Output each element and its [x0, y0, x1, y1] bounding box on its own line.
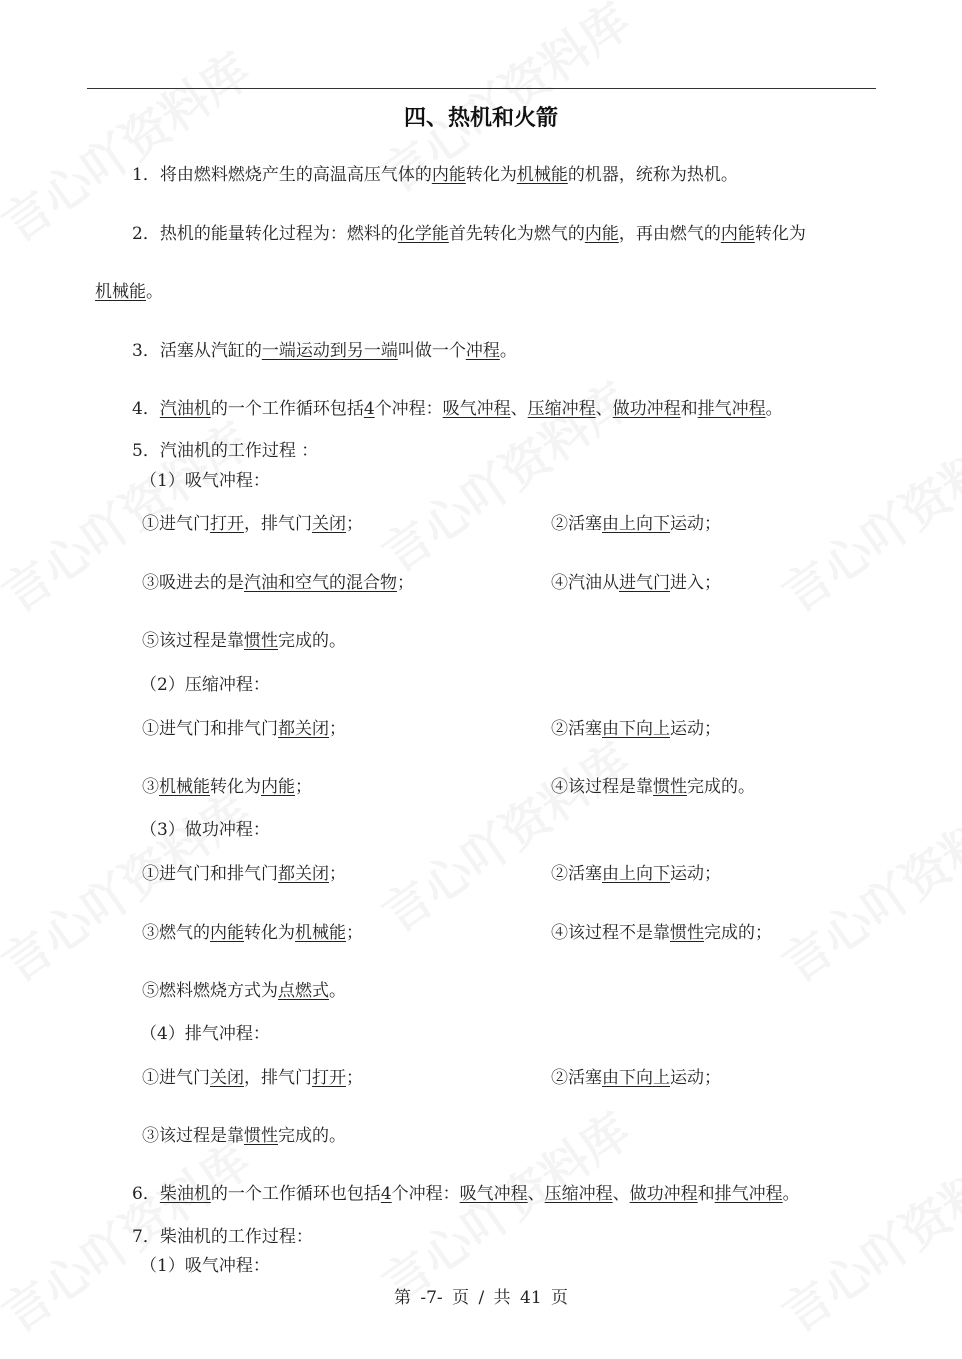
section-title: 四、热机和火箭 [403, 106, 558, 131]
subsection-heading: （2）压缩冲程： [140, 675, 270, 695]
subsection-heading: （4）排气冲程： [140, 1024, 270, 1044]
list-item: ②活塞由下向上运动； [551, 719, 721, 739]
subsection-heading: （1）吸气冲程： [140, 1256, 270, 1276]
list-item: ④汽油从进气门进入； [551, 573, 721, 593]
subsection-heading: （3）做功冲程： [140, 820, 270, 840]
paragraph-1: 1．将由燃料燃烧产生的高温高压气体的内能转化为机械能的机器，统称为热机。 [132, 165, 738, 185]
watermark [366, 724, 642, 946]
paragraph-2: 2．热机的能量转化过程为：燃料的化学能首先转化为燃气的内能，再由燃气的内能转化为 [132, 224, 806, 244]
list-item: ⑤燃料燃烧方式为点燃式。 [142, 981, 346, 1001]
list-item: ①进气门打开，排气门关闭； [142, 514, 363, 534]
watermark [766, 1124, 962, 1346]
paragraph-4: 4．汽油机的一个工作循环包括4个冲程：吸气冲程、压缩冲程、做功冲程和排气冲程。 [132, 399, 783, 419]
paragraph-6: 6．柴油机的一个工作循环也包括4个冲程：吸气冲程、压缩冲程、做功冲程和排气冲程。 [132, 1184, 800, 1204]
list-item: ④该过程不是靠惯性完成的； [551, 923, 772, 943]
list-item: ②活塞由下向上运动； [551, 1068, 721, 1088]
list-item: ②活塞由上向下运动； [551, 864, 721, 884]
paragraph-2-continued: 机械能。 [95, 282, 163, 302]
paragraph-3: 3．活塞从汽缸的一端运动到另一端叫做一个冲程。 [132, 341, 517, 361]
list-item: ④该过程是靠惯性完成的。 [551, 777, 755, 797]
watermark [766, 774, 962, 996]
list-item: ②活塞由上向下运动； [551, 514, 721, 534]
subsection-heading: （1）吸气冲程： [140, 471, 270, 491]
list-item: ③吸进去的是汽油和空气的混合物； [142, 573, 414, 593]
list-item: ⑤该过程是靠惯性完成的。 [142, 631, 346, 651]
page-footer: 第 -7- 页 / 共 41 页 [393, 1288, 569, 1308]
list-item: ①进气门关闭，排气门打开； [142, 1068, 363, 1088]
list-item: ③机械能转化为内能； [142, 777, 312, 797]
list-item: ①进气门和排气门都关闭； [142, 864, 346, 884]
header-rule [87, 88, 876, 89]
watermark [766, 404, 962, 626]
list-item: ①进气门和排气门都关闭； [142, 719, 346, 739]
paragraph-7: 7．柴油机的工作过程： [132, 1227, 313, 1247]
list-item: ③燃气的内能转化为机械能； [142, 923, 363, 943]
list-item: ③该过程是靠惯性完成的。 [142, 1126, 346, 1146]
paragraph-5: 5．汽油机的工作过程 ： [132, 441, 319, 461]
